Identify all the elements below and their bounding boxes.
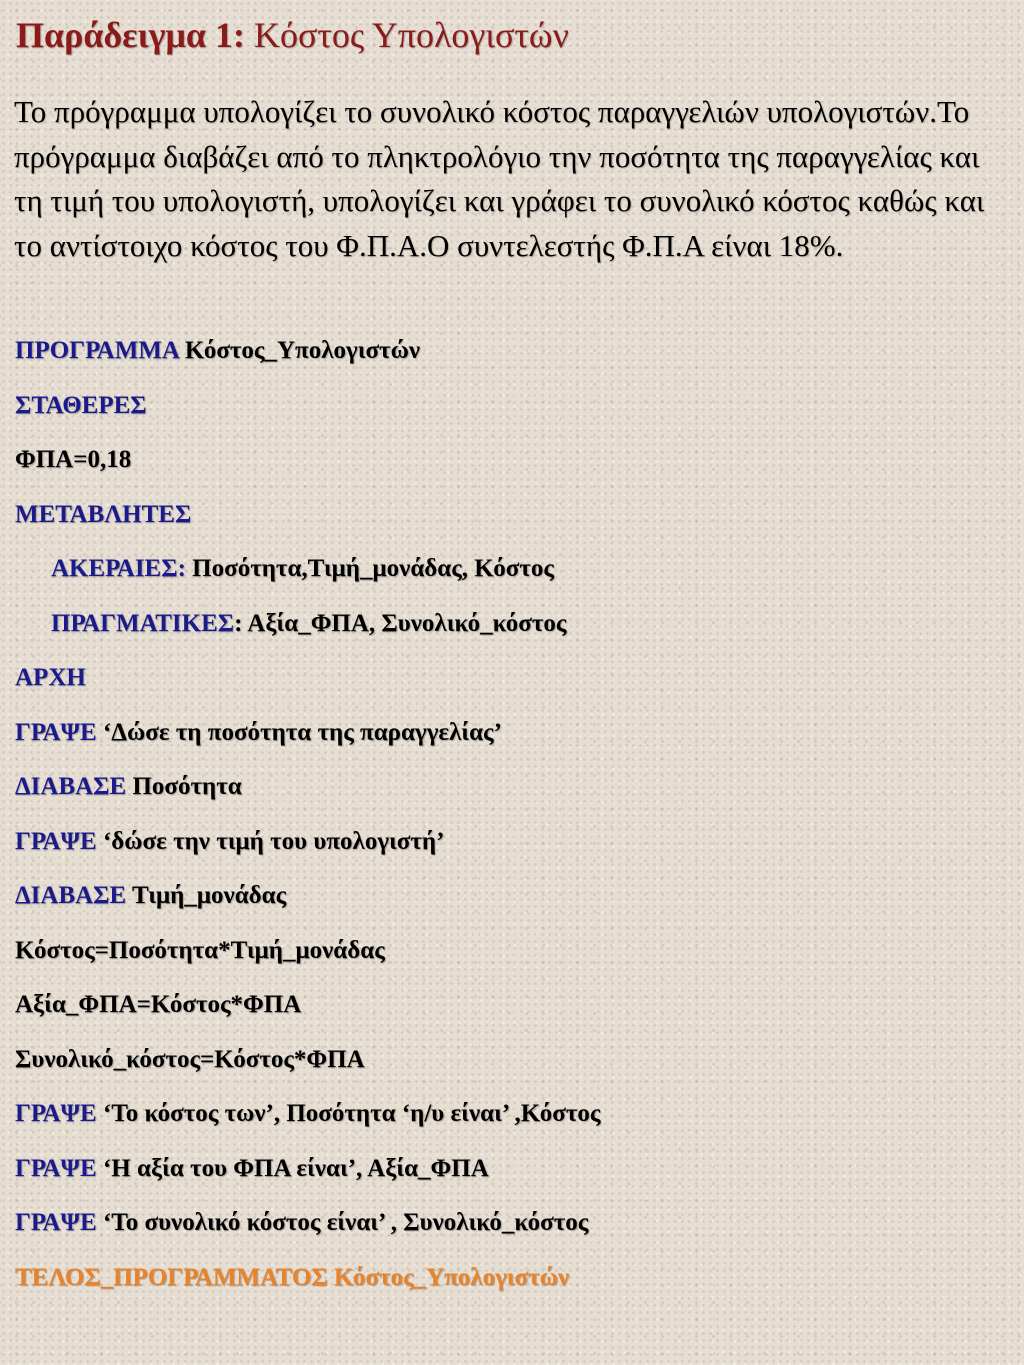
end-program: ΤΕΛΟΣ_ΠΡΟΓΡΑΜΜΑΤΟΣ Κόστος_Υπολογιστών [15,1263,570,1291]
write-arg: ‘δώσε την τιμή του υπολογιστή’ [96,827,445,855]
code-line-read-2 [15,877,1005,932]
keyword-constants: ΣΤΑΘΕΡΕΣ [15,391,147,419]
read-arg: Ποσότητα [126,773,242,800]
title-number: Παράδειγμα 1: [16,15,246,55]
keyword-write: ΓΡΑΨΕ [15,827,97,855]
code-line-program [15,332,1005,387]
keyword-read: ΔΙΑΒΑΣΕ [15,882,127,909]
keyword-variables: ΜΕΤΑΒΛΗΤΕΣ [15,500,192,528]
code-line-constants [15,387,1005,442]
code-line-write-4 [15,1150,1005,1205]
code-line-assign-2 [15,986,1005,1041]
keyword-write: ΓΡΑΨΕ [15,1100,97,1127]
code-line-begin [15,659,1005,714]
keyword-read: ΔΙΑΒΑΣΕ [15,773,127,800]
pseudocode-block [15,332,1005,1313]
assignment: Αξία_ΦΠΑ=Κόστος*ΦΠΑ [15,991,302,1018]
write-arg: ‘Το κόστος των’, Ποσότητα ‘η/υ είναι’ ,Κόστος [96,1100,601,1127]
page-title [16,14,569,56]
code-line-integers [15,550,1005,605]
read-arg: Τιμή_μονάδας [126,882,287,909]
code-line-end [15,1259,1005,1314]
constant-definition: ΦΠΑ=0,18 [15,446,132,473]
code-line-write-2 [15,823,1005,878]
code-line-write-3 [15,1095,1005,1150]
keyword-integers: ΑΚΕΡΑΙΕΣ: [51,555,186,582]
integers-vars: Ποσότητα,Τιμή_μονάδας, Κόστος [185,555,554,582]
keyword-write: ΓΡΑΨΕ [15,718,97,746]
intro-paragraph: Το πρόγραμμα υπολογίζει το συνολικό κόστος παραγγελιών υπολογιστών.Το πρόγραμμα διαβάζει από το πληκτρολόγιο την ποσότητα της παραγγελίας και τη τιμή του υπολογιστή, υπολογίζει και γράφει το συνολικό κόστος καθώς και το αντίστοιχο κόστος του Φ.Π.Α.Ο συντελεστής Φ.Π.Α είναι 18%. [14,94,985,263]
keyword-write: ΓΡΑΨΕ [15,1154,97,1182]
code-line-write-1 [15,714,1005,769]
reals-vars: : Αξία_ΦΠΑ, Συνολικό_κόστος [234,609,567,637]
code-line-write-5 [15,1204,1005,1259]
keyword-reals: ΠΡΑΓΜΑΤΙΚΕΣ [51,609,235,637]
code-line-assign-3 [15,1041,1005,1096]
code-line-variables [15,496,1005,551]
title-text: Κόστος Υπολογιστών [245,15,569,55]
code-line-constant-def [15,441,1005,496]
program-name: Κόστος_Υπολογιστών [178,337,421,364]
code-line-read-1 [15,768,1005,823]
keyword-begin: ΑΡΧΗ [15,664,86,691]
code-line-reals [15,605,1005,660]
keyword-program: ΠΡΟΓΡΑΜΜΑ [15,337,179,364]
write-arg: ‘Δώσε τη ποσότητα της παραγγελίας’ [96,718,502,746]
write-arg: ‘Η αξία του ΦΠΑ είναι’, Αξία_ΦΠΑ [96,1154,489,1182]
assignment: Κόστος=Ποσότητα*Τιμή_μονάδας [15,936,385,964]
keyword-write: ΓΡΑΨΕ [15,1209,97,1236]
code-line-assign-1 [15,932,1005,987]
write-arg: ‘Το συνολικό κόστος είναι’ , Συνολικό_κόστος [96,1209,589,1236]
assignment: Συνολικό_κόστος=Κόστος*ΦΠΑ [15,1045,365,1073]
